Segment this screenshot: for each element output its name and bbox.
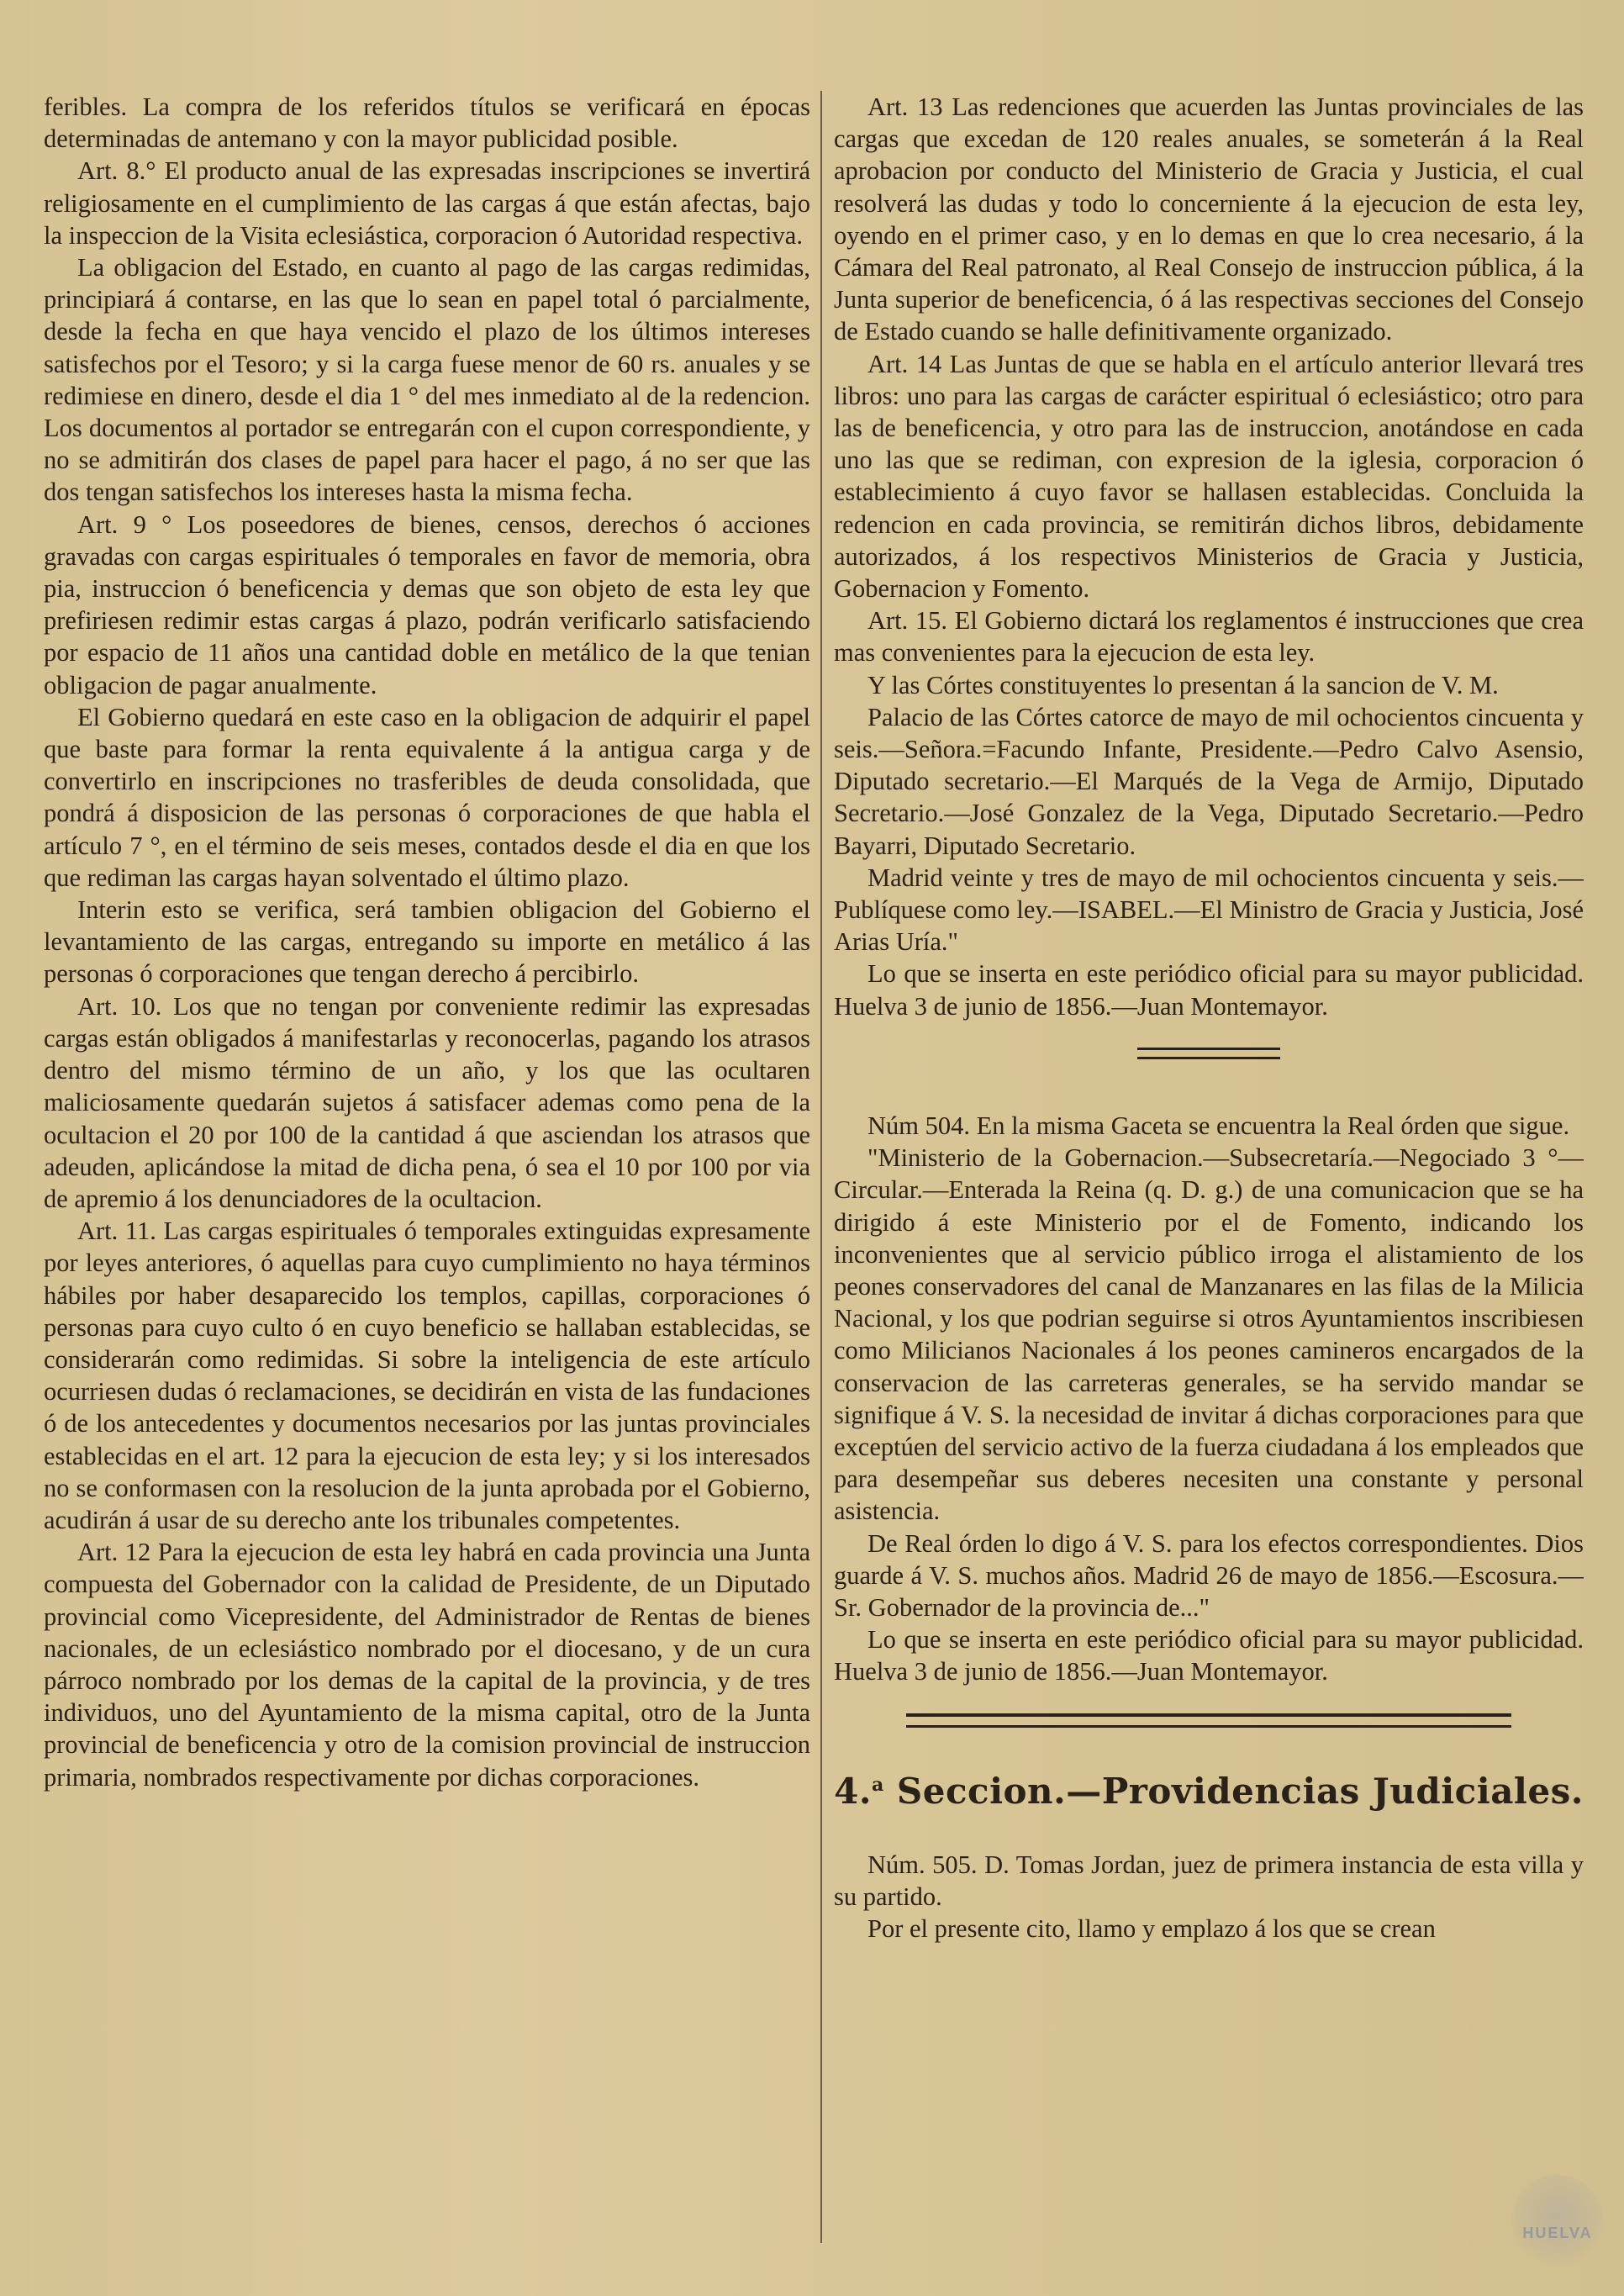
paragraph-de-real-orden: De Real órden lo digo á V. S. para los efectos correspondientes. Dios guarde á V. S. muchos años. Madrid 26 de mayo de 1856.—Escosura.—Sr. Gobernador de la provincia de..." — [834, 1528, 1584, 1622]
right-column — [834, 91, 1584, 2277]
section-rule — [906, 1713, 1511, 1728]
section-title-text: Seccion.—Providencias Judiciales. — [896, 1770, 1584, 1812]
column-divider — [820, 91, 822, 2243]
left-column — [44, 91, 810, 2277]
paragraph-art-12: Art. 12 Para la ejecucion de esta ley habrá en cada provincia una Junta compuesta del Gobernador con la calidad de Presidente, de un Diputado provincial como Vicepresidente, del Administrador de Rentas de bienes nacionales, de un eclesiástico nombrado por el diocesano, y de un cura párroco nombrado por los demas de la capital de la provincia, y de tres individuos, uno del Ayuntamiento de la misma capital, otro de la Junta provincial de beneficencia y otro de la comision provincial de instruccion primaria, nombrados respectivamente por dichas corporaciones. — [44, 1538, 810, 1792]
paragraph-art-9: Art. 9 ° Los poseedores de bienes, censos, derechos ó acciones gravadas con cargas espirituales ó temporales en favor de memoria, obra pia, instruccion ó beneficencia y demas que son objeto de esta ley que prefiriesen redimir estas cargas á plazo, podrán verificarlo satisfaciendo por espacio de 11 años una cantidad doble en metálico de la que tenian obligacion de pagar anualmente. — [44, 509, 810, 699]
paragraph-madrid: Madrid veinte y tres de mayo de mil ochocientos cincuenta y seis.—Publíquese como ley.—ISABEL.—El Ministro de Gracia y Justicia, José Arias Uría." — [834, 863, 1584, 957]
stamp-label: HUELVA — [1522, 2225, 1593, 2241]
paragraph-intro: feribles. La compra de los referidos títulos se verificará en épocas determinadas de antemano y con la mayor publicidad posible. — [44, 92, 810, 154]
paragraph-art-14: Art. 14 Las Juntas de que se habla en el artículo anterior llevará tres libros: uno para las cargas de carácter espiritual ó eclesiástico; otro para las de beneficencia, y otro para las de instruccion, anotándose en cada uno las que se rediman, con expresion de la iglesia, corporacion ó establecimiento á cuyo favor se hallasen establecidas. Concluida la redencion en cada provincia, se remitirán dichos libros, debidamente autorizados, á los respectivos Ministerios de Gracia y Justicia, Gobernacion y Fomento. — [834, 349, 1584, 604]
section-number: 4.$^a$ — [834, 1770, 884, 1812]
paragraph-obligacion-estado: La obligacion del Estado, en cuanto al pago de las cargas redimidas, principiará á contarse, en las que lo sean en papel total ó parcialmente, desde la fecha en que haya vencido el plazo de los últimos intereses satisfechos por el Tesoro; y si la carga fuese menor de 60 rs. anuales y se redimiese en dinero, desde el dia 1 ° del mes inmediato al de la redencion. Los documentos al portador se entregarán con el cupon correspondiente, y no se admitirán dos clases de papel para hacer el pago, á no ser que las dos tengan satisfechos los intereses hasta la misma fecha. — [44, 253, 810, 507]
paragraph-cortes: Y las Córtes constituyentes lo presentan á la sancion de V. M. — [867, 670, 1499, 699]
paragraph-num-504: Núm 504. En la misma Gaceta se encuentra la Real órden que sigue. — [867, 1111, 1570, 1140]
paragraph-interin: Interin esto se verifica, será tambien obligacion del Gobierno el levantamiento de las cargas, entregando su importe en metálico á las personas ó corporaciones que tengan derecho á percibirlo. — [44, 895, 810, 989]
paragraph-num-505: Núm. 505. D. Tomas Jordan, juez de primera instancia de esta villa y su partido. — [834, 1850, 1584, 1911]
paragraph-art-8: Art. 8.° El producto anual de las expresadas inscripciones se invertirá religiosamente en el cumplimiento de las cargas á que están afectas, bajo la inspeccion de la Visita eclesiástica, corporacion ó Autoridad respectiva. — [44, 156, 810, 250]
paragraph-art-11: Art. 11. Las cargas espirituales ó temporales extinguidas expresamente por leyes anteriores, ó aquellas para cuyo cumplimiento no haya términos hábiles por haber desaparecido los templos, capillas, corporaciones ó personas para cuyo culto ó en cuyo beneficio se hallaban establecidas, se considerarán como redimidas. Si sobre la inteligencia de este artículo ocurriesen dudas ó reclamaciones, se decidirán en vista de las fundaciones ó de los antecedentes y documentos necesarios por las juntas provinciales establecidas en el art. 12 para la ejecucion de esta ley; y si los interesados no se conformasen con la resolucion de la junta aprobada por el Gobierno, acudirán á usar de su derecho ante los tribunales competentes. — [44, 1217, 810, 1534]
library-stamp-icon — [1511, 2175, 1604, 2267]
separator-rule — [1137, 1048, 1280, 1059]
section-heading — [834, 1761, 1584, 1815]
paragraph-palacio: Palacio de las Córtes catorce de mayo de mil ochocientos cincuenta y seis.—Señora.=Facundo Infante, Presidente.—Pedro Calvo Asensio, Diputado secretario.—El Marqués de la Vega de Armijo, Diputado Secretario.—José Gonzalez de la Vega, Diputado Secretario.—Pedro Bayarri, Diputado Secretario. — [834, 702, 1584, 860]
paragraph-art-13: Art. 13 Las redenciones que acuerden las Juntas provinciales de las cargas que excedan de 120 reales anuales, se someterán á la Real aprobacion por conducto del Ministerio de Gracia y Justicia, el cual resolverá las dudas y todo lo concerniente á la ejecucion de esta ley, oyendo en el primer caso, y en lo demas en que lo crea necesario, á la Cámara del Real patronato, al Real Consejo de instruccion pública, á la Junta superior de beneficencia, ó á las respectivas secciones del Consejo de Estado cuando se halle definitivamente organizado. — [834, 92, 1584, 346]
paragraph-inserta-1: Lo que se inserta en este periódico oficial para su mayor publicidad. Huelva 3 de junio de 1856.—Juan Montemayor. — [834, 959, 1584, 1021]
paragraph-inserta-2: Lo que se inserta en este periódico oficial para su mayor publicidad. Huelva 3 de junio de 1856.—Juan Montemayor. — [834, 1625, 1584, 1686]
paragraph-ministerio: "Ministerio de la Gobernacion.—Subsecretaría.—Negociado 3 °—Circular.—Enterada la Reina (q. D. g.) de una comunicacion que se ha dirigido á este Ministerio por el de Fomento, indicando los inconvenientes que al servicio público irroga el alistamiento de los peones conservadores del canal de Manzanares en las filas de la Milicia Nacional, y los que podrian seguirse si otros Ayuntamientos inscribiesen como Milicianos Nacionales á los peones camineros encargados de la conservacion de las carreteras generales, se ha servido mandar se signifique á V. S. la necesidad de invitar á dichas corporaciones para que exceptúen del servicio activo de la fuerza ciudadana á los empleados que para desempeñar sus deberes necesiten una constante y personal asistencia. — [834, 1143, 1584, 1526]
paragraph-cito: Por el presente cito, llamo y emplazo á los que se crean — [867, 1913, 1436, 1943]
paragraph-art-10: Art. 10. Los que no tengan por conveniente redimir las expresadas cargas están obligados á manifestarlas y reconocerlas, pagando los atrasos dentro del mismo término de un año, y los que las ocultaren maliciosamente quedarán sujetos á satisfacer ademas como pena de la ocultacion el 20 por 100 de la cantidad á que asciendan los atrasos que adeuden, aplicándose la mitad de dicha pena, ó sea el 10 por 100 por via de apremio á los denunciadores de la ocultacion. — [44, 991, 810, 1213]
paragraph-art-15: Art. 15. El Gobierno dictará los reglamentos é instrucciones que crea mas convenientes para la ejecucion de esta ley. — [834, 606, 1584, 668]
paragraph-gobierno-quedara: El Gobierno quedará en este caso en la obligacion de adquirir el papel que baste para formar la renta equivalente á la antigua carga y de convertirlo en inscripciones no trasferibles de deuda consolidada, que pondrá á disposicion de las personas ó corporaciones de que habla el artículo 7 °, en el término de seis meses, contados desde el dia en que los que rediman las cargas hayan solventado el último plazo. — [44, 702, 810, 892]
